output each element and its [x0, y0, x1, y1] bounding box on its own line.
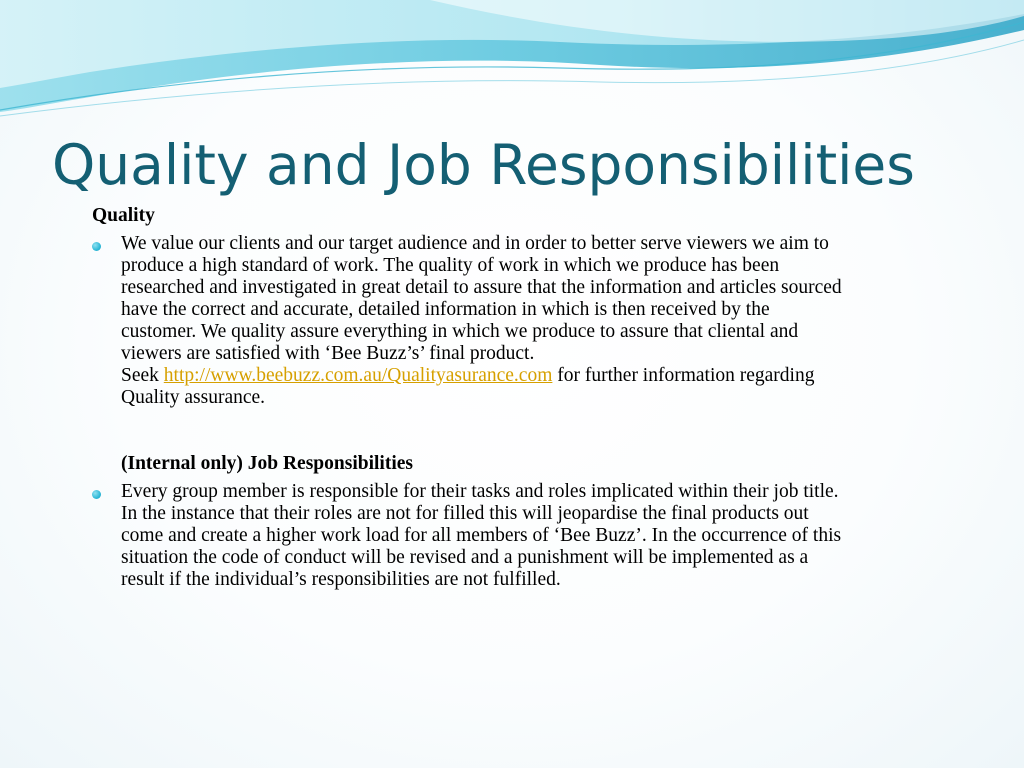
bullet-quality [92, 233, 842, 409]
spacer [92, 409, 842, 453]
slide-content [92, 205, 842, 591]
decorative-wave-header [0, 0, 1024, 130]
bullet-job-responsibilities [92, 481, 842, 591]
seek-suffix-text: for further information regarding Quality assurance. [121, 365, 815, 408]
bullet-quality-text: We value our clients and our target audience and in order to better serve viewers we aim to produce a high standard of work. The quality of work in which we produce has been researched and investigated in great detail to assure that the information and articles sourced have the correct and accurate, detailed information in which is then received by the customer. We quality assure everything in which we produce to assure that cliental and viewers are satisfied with ‘Bee Buzz’s’ final product. [121, 233, 842, 364]
quality-assurance-link[interactable]: http://www.beebuzz.com.au/Qualityasurance.com [163, 365, 553, 386]
section-heading-quality: Quality [92, 205, 155, 226]
bullet-job-responsibilities-text: Every group member is responsible for their tasks and roles implicated within their job title. In the instance that their roles are not for filled this will jeopardise the final products out come and create a higher work load for all members of ‘Bee Buzz’. In the occurrence of this situation the code of conduct will be revised and a punishment will be implemented as a result if the individual’s responsibilities are not fulfilled. [121, 481, 842, 590]
bullet-dot-icon [92, 242, 101, 251]
bullet-dot-icon [92, 490, 101, 499]
section-heading-job-responsibilities: (Internal only) Job Responsibilities [121, 453, 413, 474]
slide-title: Quality and Job Responsibilities [52, 133, 915, 197]
seek-prefix-text: Seek [121, 365, 164, 386]
